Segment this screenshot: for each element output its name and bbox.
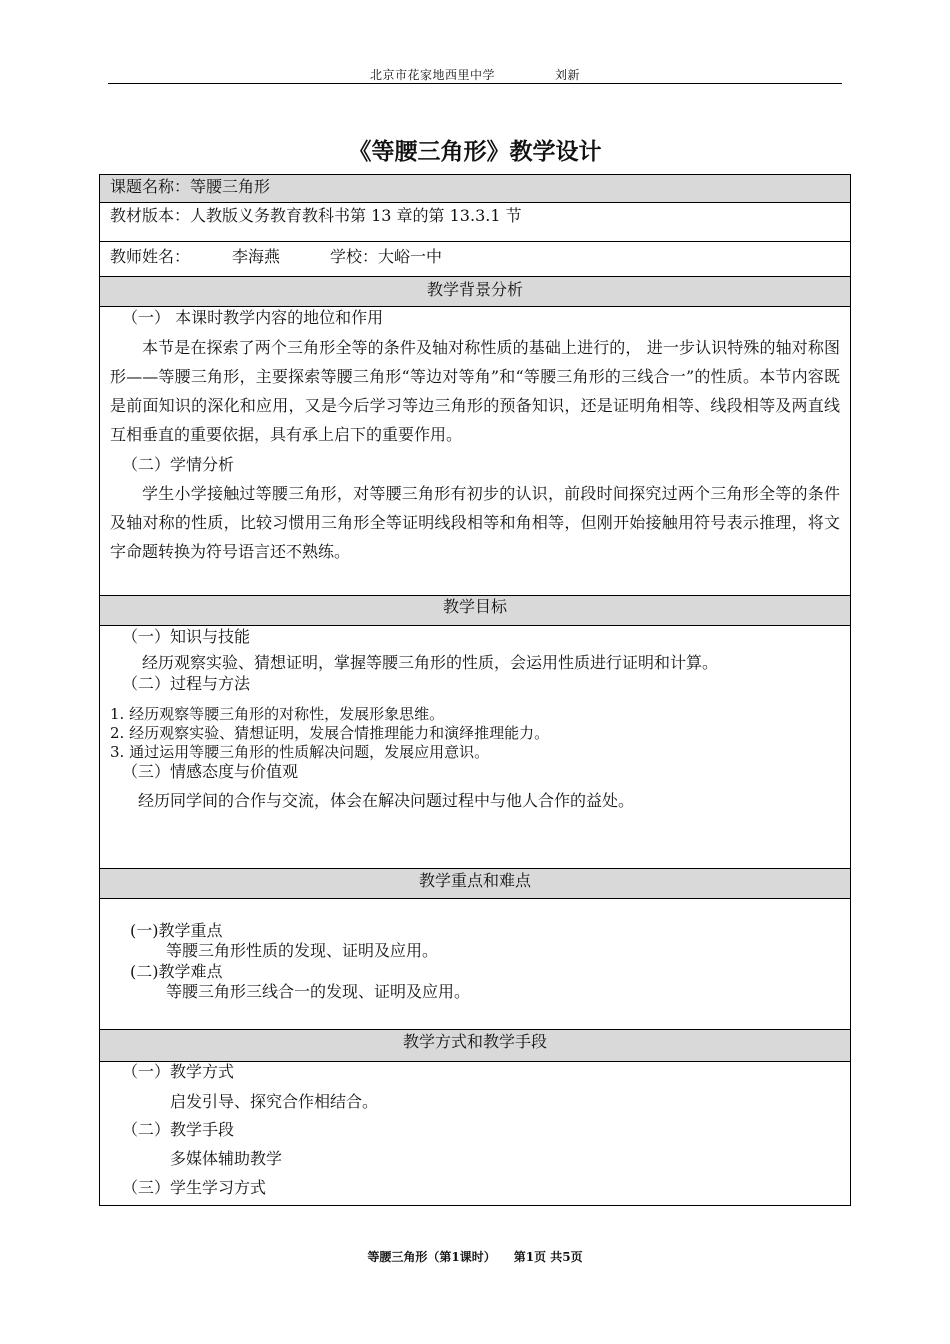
textbook: 教材版本：人教版义务教育教科书第 13 章的第 13.3.1 节 <box>110 206 522 225</box>
document-title: 《等腰三角形》教学设计 <box>348 139 602 165</box>
lesson-table <box>99 174 851 1206</box>
goals-heading: 教学目标 <box>442 597 507 616</box>
background-para2: 学生小学接触过等腰三角形，对等腰三角形有初步的认识，前段时间探究过两个三角形全等的条件及轴对称的性质，比较习惯用三角形全等证明线段相等和角相等，但刚开始接触用符号表示推理，将文字命题转换为符号语言还不熟练。 <box>110 484 840 561</box>
header-author: 刘新 <box>555 68 581 82</box>
header-rule <box>108 83 842 84</box>
course-name-row <box>99 174 851 203</box>
background-content <box>99 307 851 596</box>
footer-page: 第1页 共5页 <box>513 1250 583 1264</box>
teacher-name: 李海燕 <box>232 247 281 266</box>
goals-content <box>99 626 851 869</box>
goals-item: 3. 通过运用等腰三角形的性质解决问题，发展应用意识。 <box>110 743 490 761</box>
keypoints-text2: 等腰三角形三线合一的发现、证明及应用。 <box>166 982 471 1001</box>
methods-heading: 教学方式和教学手段 <box>402 1032 547 1051</box>
teacher-label: 教师姓名： <box>110 247 191 266</box>
textbook-row <box>99 203 851 242</box>
keypoints-heading: 教学重点和难点 <box>418 871 531 890</box>
methods-sub3: （三）学生学习方式 <box>122 1178 267 1197</box>
keypoints-sub1: (一)教学重点 <box>130 921 223 940</box>
footer-lesson: 等腰三角形（第1课时） <box>367 1250 496 1264</box>
background-para1: 本节是在探索了两个三角形全等的条件及轴对称性质的基础上进行的， 进一步认识特殊的轴对称图形——等腰三角形，主要探索等腰三角形“等边对等角”和“等腰三角形的三线合一”的性质。本节内容既是前面知识的深化和应用，又是今后学习等边三角形的预备知识，还是证明角相等、线段相等及两直线互相垂直的重要依据，具有承上启下的重要作用。 <box>110 338 840 444</box>
background-sub1: （一） 本课时教学内容的地位和作用 <box>122 308 384 327</box>
goals-heading-row <box>99 596 851 626</box>
goals-sub3: （三）情感态度与价值观 <box>122 762 299 781</box>
school-label: 学校：大峪一中 <box>330 247 443 266</box>
background-sub2: （二）学情分析 <box>122 455 235 474</box>
goals-sub2: （二）过程与方法 <box>122 674 251 693</box>
page-footer <box>0 1248 950 1265</box>
methods-content <box>99 1062 851 1206</box>
methods-heading-row <box>99 1030 851 1062</box>
goals-item: 1. 经历观察等腰三角形的对称性，发展形象思维。 <box>110 705 445 723</box>
goals-para1: 经历观察实验、猜想证明，掌握等腰三角形的性质，会运用性质进行证明和计算。 <box>142 653 719 672</box>
course-name: 课题名称：等腰三角形 <box>100 175 850 202</box>
methods-text1: 启发引导、探究合作相结合。 <box>170 1092 379 1111</box>
page-header <box>108 66 842 83</box>
goals-para3: 经历同学间的合作与交流，体会在解决问题过程中与他人合作的益处。 <box>138 791 635 810</box>
keypoints-content <box>99 899 851 1030</box>
background-heading-row <box>99 277 851 307</box>
keypoints-heading-row <box>99 869 851 899</box>
goals-items <box>100 705 850 762</box>
keypoints-text1: 等腰三角形性质的发现、证明及应用。 <box>166 941 439 960</box>
header-school: 北京市花家地西里中学 <box>369 68 495 82</box>
goals-sub1: （一）知识与技能 <box>122 627 251 646</box>
methods-sub1: （一）教学方式 <box>122 1062 235 1081</box>
methods-sub2: （二）教学手段 <box>122 1120 235 1139</box>
methods-text2: 多媒体辅助教学 <box>170 1149 283 1168</box>
goals-item: 2. 经历观察实验、猜想证明，发展合情推理能力和演绎推理能力。 <box>110 724 550 742</box>
teacher-row <box>99 242 851 277</box>
background-heading: 教学背景分析 <box>426 280 523 299</box>
keypoints-sub2: (二)教学难点 <box>130 962 223 981</box>
